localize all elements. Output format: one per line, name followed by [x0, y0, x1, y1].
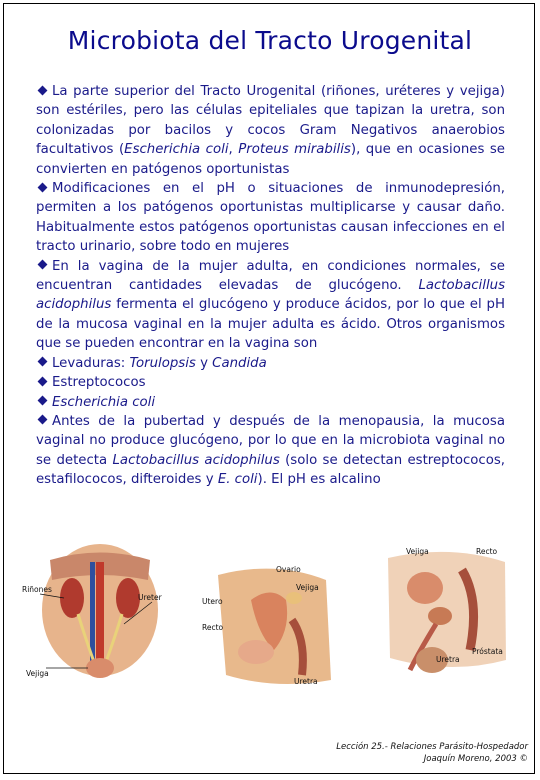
paragraph-ph-changes [36, 179, 505, 257]
text-run: (solo se detectan estreptococos, estafilococos, difteroides y [36, 452, 505, 488]
diamond-bullet-icon [38, 260, 48, 270]
text-run: Modificaciones en el pH o situaciones de inmunodepresión, permiten a los patógenos oportunistas multiplicarse y causar daño. Habitualmente estos patógenos oportunistas causan infecciones en el tracto urinario, sobre todo en mujeres [36, 181, 505, 255]
list-item-ecoli [36, 393, 505, 412]
label-urethra: Uretra [436, 655, 460, 664]
label-bladder: Vejiga [26, 669, 49, 678]
female-pelvis-illustration [196, 560, 346, 695]
bladder-shape [238, 640, 274, 664]
paragraph-upper-tract [36, 82, 505, 179]
text-run: ). El pH es alcalino [257, 472, 381, 488]
vena-cava-shape [90, 562, 95, 662]
diamond-bullet-icon [38, 357, 48, 367]
species-name: Proteus mirabilis [238, 142, 351, 158]
text-run: y [195, 355, 213, 371]
species-name: E. coli [217, 472, 258, 488]
label-uterus: Utero [202, 597, 223, 606]
label-prostate: Próstata [472, 647, 503, 656]
right-kidney-shape [116, 578, 140, 618]
paragraph-puberty [36, 412, 505, 490]
text-run: Antes de la pubertad y después de la menopausia, la mucosa vaginal no produce glucógeno, por lo que en la microbiota vaginal no se detecta [36, 413, 505, 468]
anatomy-illustrations [20, 540, 520, 700]
diamond-bullet-icon [38, 182, 48, 192]
species-name: Candida [212, 355, 267, 371]
label-ureter: Ureter [138, 593, 162, 602]
footer-author: Joaquín Moreno, 2003 © [423, 754, 528, 764]
text-run: En la vagina de la mujer adulta, en condiciones normales, se encuentran cantidades elevadas de glucógeno. [36, 258, 505, 294]
text-run: Levaduras: [52, 355, 130, 371]
diamond-bullet-icon [38, 415, 48, 425]
diamond-bullet-icon [38, 376, 48, 386]
paragraph-vagina [36, 257, 505, 354]
label-bladder: Vejiga [406, 547, 429, 556]
label-bladder: Vejiga [296, 583, 319, 592]
page-title: Microbiota del Tracto Urogenital [67, 26, 473, 55]
species-name: Torulopsis [129, 355, 196, 371]
label-rectum: Recto [202, 623, 224, 632]
list-item-yeasts [36, 354, 505, 373]
species-name: Lactobacillus acidophilus [112, 452, 280, 468]
species-name: Escherichia coli [124, 142, 229, 158]
species-name: Escherichia coli [52, 394, 156, 410]
text-run: ), que en ocasiones se convierten en patógenos oportunistas [36, 142, 505, 177]
diamond-bullet-icon [38, 396, 48, 406]
list-item-streptococci [36, 373, 505, 392]
diamond-bullet-icon [38, 85, 48, 95]
text-run: fermenta el glucógeno y produce ácidos, por lo que el pH de la mucosa vaginal en la mujer adulta es ácido. Otros organismos que se pueden encontrar en la vagina son [36, 297, 505, 352]
urinary-tract-illustration [20, 540, 180, 690]
male-pelvis-illustration [370, 540, 520, 690]
body-text [36, 82, 505, 490]
text-run: Estreptococos [52, 375, 146, 391]
prostate-shape [428, 607, 452, 625]
label-ovary: Ovario [276, 565, 301, 574]
label-kidneys: Riñones [22, 585, 52, 594]
bladder-shape [407, 572, 443, 604]
label-urethra: Uretra [294, 677, 318, 686]
text-run: La parte superior del Tracto Urogenital (riñones, uréteres y vejiga) son estériles, pero las células epiteliales que tapizan la uretra, son colonizadas por bacilos y cocos Gram Negativos anaerobios facultativos ( [36, 84, 505, 158]
footer [336, 741, 528, 765]
label-rectum: Recto [476, 547, 498, 556]
bladder-shape [86, 658, 114, 678]
aorta-shape [96, 562, 104, 662]
ovary-shape [286, 592, 302, 604]
species-name: Lactobacillus acidophilus [36, 278, 505, 313]
text-run: , [228, 142, 239, 158]
footer-lesson: Lección 25.- Relaciones Parásito-Hospedador [336, 742, 528, 752]
